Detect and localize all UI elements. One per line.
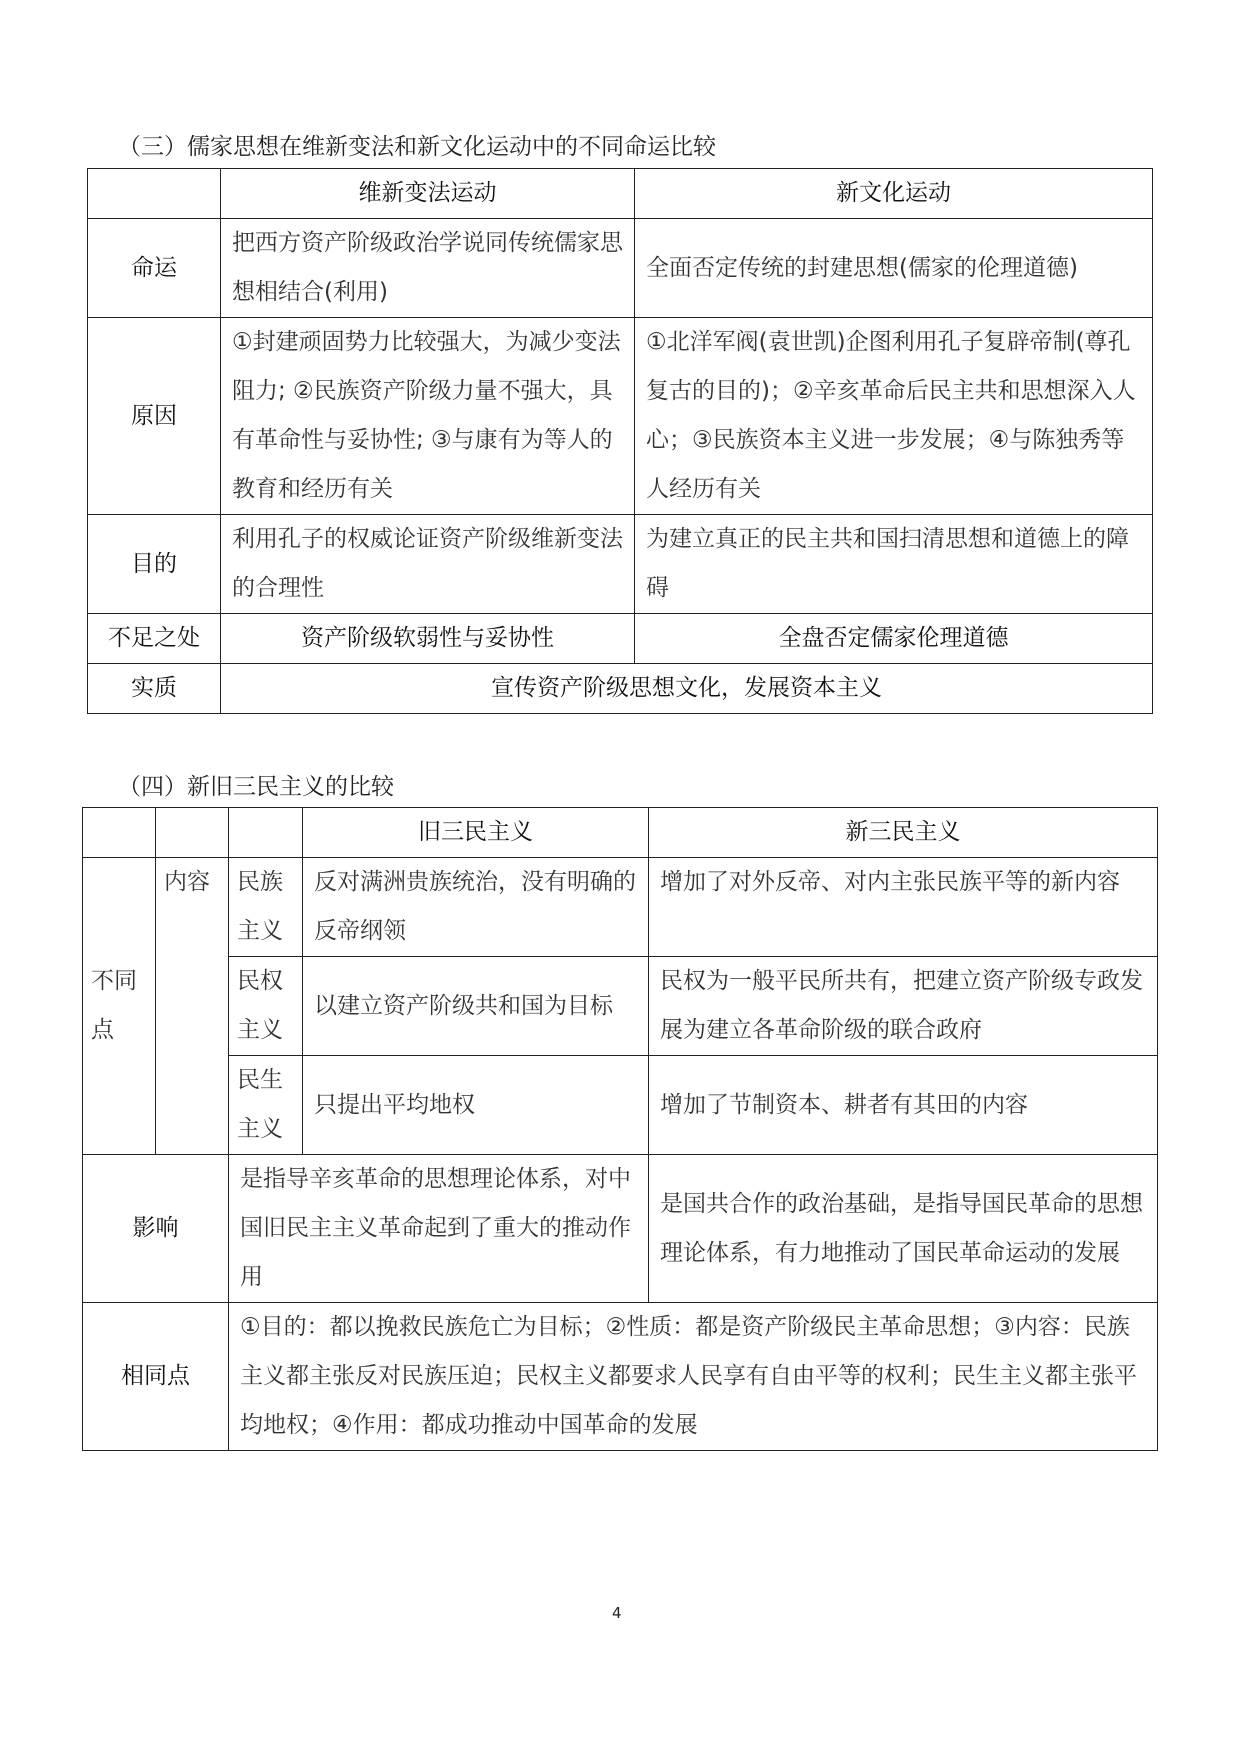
empty-cell bbox=[88, 169, 221, 219]
header-cell: 新三民主义 bbox=[649, 808, 1158, 858]
row-label: 民权主义 bbox=[229, 957, 303, 1056]
cell: 全盘否定儒家伦理道德 bbox=[635, 614, 1153, 664]
row-label: 相同点 bbox=[83, 1303, 229, 1451]
row-label: 命运 bbox=[88, 219, 221, 318]
cell: 宣传资产阶级思想文化，发展资本主义 bbox=[221, 664, 1153, 714]
section4-title: （四）新旧三民主义的比较 bbox=[118, 774, 394, 800]
section3-title: （三）儒家思想在维新变法和新文化运动中的不同命运比较 bbox=[118, 134, 716, 160]
table-row bbox=[83, 1056, 1158, 1155]
header-cell: 旧三民主义 bbox=[303, 808, 649, 858]
table-row bbox=[83, 1303, 1158, 1451]
row-label: 不足之处 bbox=[88, 614, 221, 664]
page-number: 4 bbox=[612, 1604, 622, 1622]
table-row bbox=[88, 219, 1153, 318]
cell: 只提出平均地权 bbox=[303, 1056, 649, 1155]
table-row bbox=[88, 318, 1153, 515]
header-cell: 新文化运动 bbox=[635, 169, 1153, 219]
empty-cell bbox=[83, 808, 156, 858]
table-row bbox=[88, 614, 1153, 664]
row-label: 原因 bbox=[88, 318, 221, 515]
empty-cell bbox=[229, 808, 303, 858]
cell: 是国共合作的政治基础，是指导国民革命的思想理论体系，有力地推动了国民革命运动的发展 bbox=[649, 1155, 1158, 1303]
table-row bbox=[88, 515, 1153, 614]
cell: 为建立真正的民主共和国扫清思想和道德上的障碍 bbox=[635, 515, 1153, 614]
table-row bbox=[88, 664, 1153, 714]
content-label: 内容 bbox=[156, 858, 229, 1155]
cell: 是指导辛亥革命的思想理论体系，对中国旧民主主义革命起到了重大的推动作用 bbox=[229, 1155, 649, 1303]
table-row bbox=[83, 957, 1158, 1056]
cell: 增加了节制资本、耕者有其田的内容 bbox=[649, 1056, 1158, 1155]
table-row bbox=[83, 1155, 1158, 1303]
empty-cell bbox=[156, 808, 229, 858]
table-row bbox=[83, 858, 1158, 957]
cell: 民权为一般平民所共有，把建立资产阶级专政发展为建立各革命阶级的联合政府 bbox=[649, 957, 1158, 1056]
cell: 资产阶级软弱性与妥协性 bbox=[221, 614, 635, 664]
header-cell: 维新变法运动 bbox=[221, 169, 635, 219]
cell: 全面否定传统的封建思想(儒家的伦理道德) bbox=[635, 219, 1153, 318]
cell: 把西方资产阶级政治学说同传统儒家思想相结合(利用) bbox=[221, 219, 635, 318]
three-principles-comparison-table bbox=[82, 807, 1158, 1451]
row-label: 影响 bbox=[83, 1155, 229, 1303]
diff-label: 不同点 bbox=[83, 858, 156, 1155]
cell: 利用孔子的权威论证资产阶级维新变法的合理性 bbox=[221, 515, 635, 614]
cell: ①北洋军阀(袁世凯)企图利用孔子复辟帝制(尊孔复古的目的)；②辛亥革命后民主共和思想深入人心；③民族资本主义进一步发展；④与陈独秀等人经历有关 bbox=[635, 318, 1153, 515]
cell: 增加了对外反帝、对内主张民族平等的新内容 bbox=[649, 858, 1158, 957]
row-label: 目的 bbox=[88, 515, 221, 614]
row-label: 民生主义 bbox=[229, 1056, 303, 1155]
header-row bbox=[88, 169, 1153, 219]
cell: 反对满洲贵族统治，没有明确的反帝纲领 bbox=[303, 858, 649, 957]
row-label: 民族主义 bbox=[229, 858, 303, 957]
cell: 以建立资产阶级共和国为目标 bbox=[303, 957, 649, 1056]
header-row bbox=[83, 808, 1158, 858]
confucianism-comparison-table bbox=[87, 168, 1153, 714]
cell: ①封建顽固势力比较强大，为减少变法阻力; ②民族资产阶级力量不强大，具有革命性与妥协性; ③与康有为等人的教育和经历有关 bbox=[221, 318, 635, 515]
cell: ①目的：都以挽救民族危亡为目标；②性质：都是资产阶级民主革命思想；③内容：民族主义都主张反对民族压迫；民权主义都要求人民享有自由平等的权利；民生主义都主张平均地权；④作用：都成功推动中国革命的发展 bbox=[229, 1303, 1158, 1451]
row-label: 实质 bbox=[88, 664, 221, 714]
